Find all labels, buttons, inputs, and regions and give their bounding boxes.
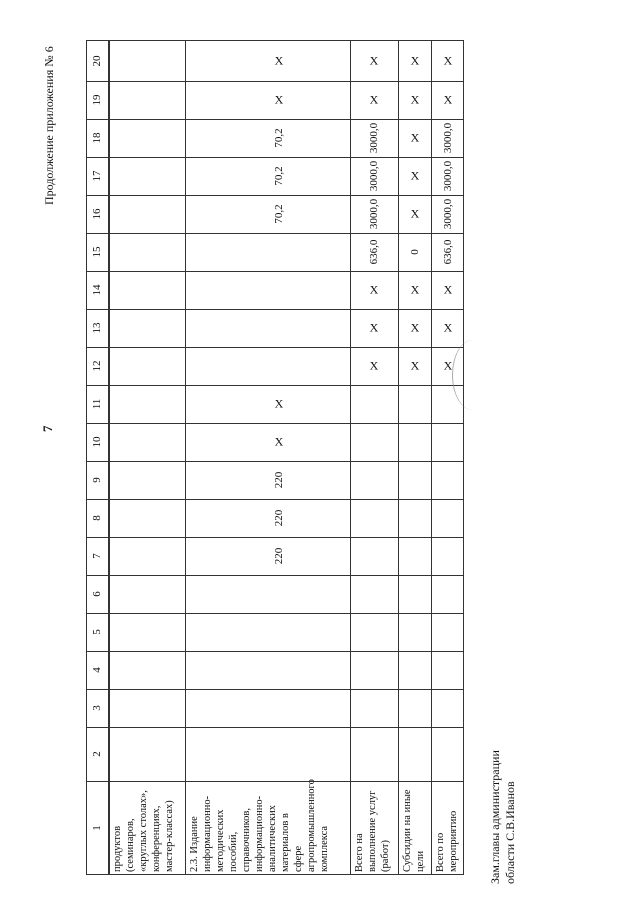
row-label-line: 2.3. Издание bbox=[189, 816, 200, 872]
column-number: 11 bbox=[91, 398, 103, 410]
cell-x-mark: X bbox=[369, 282, 379, 297]
column-divider bbox=[86, 81, 464, 82]
cell-x-mark: X bbox=[410, 320, 420, 335]
row-label-line: мастер-классах) bbox=[164, 800, 175, 872]
column-divider bbox=[86, 499, 464, 500]
row-label-line: выполнение услуг bbox=[367, 790, 378, 872]
cell-value: 3000,0 bbox=[368, 160, 380, 192]
column-divider bbox=[86, 271, 464, 272]
cell-value: 220 bbox=[273, 547, 285, 565]
cell-x-mark: X bbox=[410, 282, 420, 297]
cell-x-mark: X bbox=[369, 320, 379, 335]
cell-x-mark: X bbox=[443, 92, 453, 107]
column-divider bbox=[86, 613, 464, 614]
column-divider bbox=[86, 874, 464, 875]
cell-value: 3000,0 bbox=[442, 122, 454, 154]
cell-value: 70,2 bbox=[273, 128, 285, 148]
column-divider bbox=[86, 309, 464, 310]
column-divider bbox=[86, 461, 464, 462]
stamp-mark bbox=[452, 340, 493, 410]
row-label-line: материалов в bbox=[280, 813, 291, 872]
column-divider bbox=[86, 423, 464, 424]
column-divider bbox=[86, 575, 464, 576]
column-number: 17 bbox=[91, 170, 103, 182]
row-label-line: информационно- bbox=[202, 795, 213, 872]
cell-x-mark: X bbox=[443, 320, 453, 335]
row-label-line: Субсидии на иные bbox=[402, 789, 413, 872]
cell-value: 70,2 bbox=[273, 166, 285, 186]
column-divider bbox=[86, 233, 464, 234]
cell-value: 3000,0 bbox=[442, 198, 454, 230]
column-divider bbox=[86, 385, 464, 386]
cell-x-mark: X bbox=[410, 168, 420, 183]
signature-title: Зам.главы администрации bbox=[488, 750, 502, 884]
row-divider bbox=[350, 40, 351, 874]
row-label-publication bbox=[188, 779, 331, 872]
cell-x-mark: X bbox=[274, 434, 284, 449]
column-number: 14 bbox=[91, 284, 103, 296]
row-label-total-services bbox=[353, 791, 392, 873]
cell-value: 3000,0 bbox=[442, 160, 454, 192]
column-number: 18 bbox=[91, 132, 103, 144]
column-divider bbox=[86, 689, 464, 690]
cell-x-mark: X bbox=[410, 53, 420, 67]
cell-value: 220 bbox=[273, 509, 285, 527]
row-label-line: (работ) bbox=[380, 840, 391, 872]
column-number: 4 bbox=[91, 667, 103, 673]
cell-x-mark: X bbox=[274, 53, 284, 67]
column-number: 10 bbox=[91, 436, 103, 448]
column-divider bbox=[86, 537, 464, 538]
column-number: 9 bbox=[91, 477, 103, 483]
row-label-line: информационно- bbox=[254, 795, 265, 872]
column-divider bbox=[86, 347, 464, 348]
signature-name: области С.В.Иванов bbox=[503, 781, 517, 884]
row-label-line: сфере bbox=[293, 845, 304, 872]
row-label-line: агропромышленного bbox=[306, 779, 317, 872]
row-label-line: «круглых столах», bbox=[138, 790, 149, 872]
column-number: 1 bbox=[91, 824, 103, 831]
column-number: 16 bbox=[91, 208, 103, 220]
column-number: 2 bbox=[91, 751, 103, 757]
row-label-line: Всего по bbox=[435, 832, 446, 872]
row-divider bbox=[398, 40, 399, 874]
row-label-subsidies bbox=[401, 789, 427, 872]
column-divider bbox=[86, 119, 464, 120]
column-number: 19 bbox=[91, 94, 103, 106]
cell-x-mark: X bbox=[410, 130, 420, 145]
row-label-line: пособий, bbox=[228, 831, 239, 872]
column-divider bbox=[86, 157, 464, 158]
row-label-line: цели bbox=[415, 850, 426, 872]
cell-value: 636,0 bbox=[442, 239, 454, 265]
row-label-line: Всего на bbox=[354, 833, 365, 872]
row-label-products bbox=[111, 790, 176, 872]
cell-x-mark: X bbox=[410, 92, 420, 107]
row-label-line: справочников, bbox=[241, 808, 252, 872]
column-number: 3 bbox=[91, 705, 103, 711]
cell-value: 636,0 bbox=[368, 239, 380, 265]
table-border-left bbox=[86, 40, 87, 874]
table-border-right bbox=[463, 40, 464, 874]
column-number: 6 bbox=[91, 591, 103, 597]
column-number: 12 bbox=[91, 360, 103, 372]
row-label-line: (семинаров, bbox=[125, 818, 136, 872]
cell-x-mark: X bbox=[443, 358, 453, 373]
column-number: 13 bbox=[91, 322, 103, 334]
column-number: 15 bbox=[91, 246, 103, 258]
column-number: 8 bbox=[91, 515, 103, 521]
column-divider bbox=[86, 727, 464, 728]
row-label-line: мероприятию bbox=[448, 810, 459, 872]
cell-x-mark: X bbox=[369, 92, 379, 107]
column-number: 5 bbox=[91, 629, 103, 635]
row-label-total-event bbox=[434, 811, 460, 872]
cell-value: 0 bbox=[409, 249, 421, 255]
cell-value: 220 bbox=[273, 471, 285, 489]
cell-x-mark: X bbox=[274, 396, 284, 411]
page-number: 7 bbox=[40, 425, 55, 432]
column-divider bbox=[86, 195, 464, 196]
cell-value: 70,2 bbox=[273, 204, 285, 224]
row-label-line: продуктов bbox=[112, 825, 123, 872]
row-label-line: конференциях, bbox=[151, 805, 162, 872]
column-number: 20 bbox=[91, 55, 103, 66]
row-divider bbox=[185, 40, 186, 874]
header-divider bbox=[108, 40, 110, 874]
cell-x-mark: X bbox=[369, 358, 379, 373]
column-number: 7 bbox=[91, 553, 103, 559]
column-divider bbox=[86, 40, 464, 41]
row-label-line: методических bbox=[215, 809, 226, 872]
data-table bbox=[86, 40, 464, 874]
cell-x-mark: X bbox=[410, 206, 420, 221]
cell-value: 3000,0 bbox=[368, 122, 380, 154]
column-divider bbox=[86, 651, 464, 652]
cell-value: 3000,0 bbox=[368, 198, 380, 230]
appendix-label: Продолжение приложения № 6 bbox=[42, 46, 56, 205]
cell-x-mark: X bbox=[410, 358, 420, 373]
cell-x-mark: X bbox=[443, 282, 453, 297]
cell-x-mark: X bbox=[274, 92, 284, 107]
row-label-line: комплекса bbox=[319, 825, 330, 872]
cell-x-mark: X bbox=[443, 53, 453, 67]
row-label-line: аналитических bbox=[267, 805, 278, 872]
row-divider bbox=[431, 40, 432, 874]
cell-x-mark: X bbox=[369, 53, 379, 67]
